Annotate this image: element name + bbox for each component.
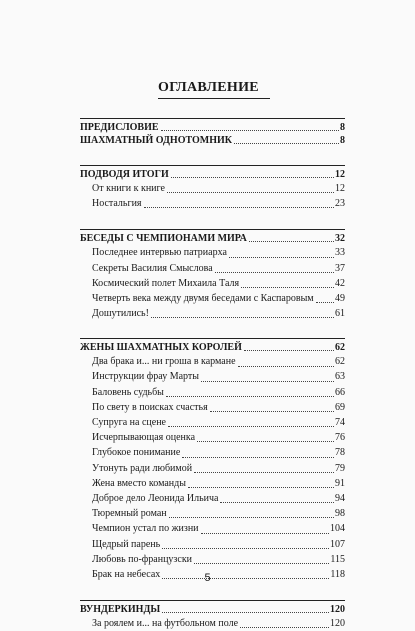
dot-leader — [234, 143, 339, 144]
toc-entry-title: Четверть века между двумя беседами с Каспаровым — [92, 292, 314, 304]
dot-leader — [182, 457, 334, 458]
table-of-contents — [80, 118, 345, 631]
toc-entry-page: 120 — [330, 618, 345, 630]
page-number: 5 — [204, 572, 211, 584]
toc-entry[interactable] — [80, 521, 345, 536]
toc-entry[interactable] — [80, 415, 345, 430]
toc-entry[interactable] — [80, 461, 345, 476]
dot-leader — [188, 487, 334, 488]
toc-entry-title: Брак на небесах — [92, 568, 161, 580]
toc-entry-page: 12 — [335, 182, 345, 194]
toc-entry-page: 91 — [335, 477, 345, 489]
toc-entry-page: 42 — [335, 277, 345, 289]
dot-leader — [241, 287, 334, 288]
toc-entry[interactable] — [80, 430, 345, 445]
toc-entry-page: 32 — [335, 233, 345, 245]
toc-entry-title: ПРЕДИСЛОВИЕ — [80, 122, 159, 133]
section-rule — [80, 118, 345, 119]
toc-entry-page: 37 — [335, 262, 345, 274]
toc-entry-page: 74 — [335, 417, 345, 429]
dot-leader — [220, 502, 334, 503]
toc-chapter[interactable] — [80, 134, 345, 147]
toc-entry-page: 8 — [340, 122, 345, 133]
dot-leader — [166, 396, 334, 397]
toc-entry-title: Космический полет Михаила Таля — [92, 277, 240, 289]
toc-entry-page: 8 — [340, 135, 345, 146]
toc-entry-title: Глубокое понимание — [92, 447, 181, 459]
toc-chapter[interactable] — [80, 121, 345, 134]
section-rule — [80, 600, 345, 601]
toc-entry[interactable] — [80, 400, 345, 415]
toc-entry-title: Чемпион устал по жизни — [92, 523, 199, 535]
toc-chapter[interactable] — [80, 168, 345, 181]
toc-entry[interactable] — [80, 196, 345, 211]
dot-leader — [240, 627, 329, 628]
title-underline — [158, 98, 270, 99]
toc-entry[interactable] — [80, 552, 345, 567]
toc-entry[interactable] — [80, 445, 345, 460]
dot-leader — [162, 612, 329, 613]
toc-entry-title: ВУНДЕРКИНДЫ — [80, 604, 161, 616]
toc-section — [80, 229, 345, 321]
dot-leader — [201, 533, 329, 534]
dot-leader — [249, 241, 334, 242]
toc-entry-title: Любовь по-французски — [92, 553, 193, 565]
toc-entry[interactable] — [80, 506, 345, 521]
toc-entry-title: Супруга на сцене — [92, 417, 166, 429]
dot-leader — [201, 381, 334, 382]
dot-leader — [238, 366, 334, 367]
toc-entry[interactable] — [80, 370, 345, 385]
toc-entry-title: Баловень судьбы — [92, 386, 164, 398]
toc-entry-page: 115 — [330, 553, 345, 565]
toc-entry-page: 61 — [335, 308, 345, 320]
toc-section — [80, 600, 345, 631]
dot-leader — [244, 350, 334, 351]
toc-entry-title: Утонуть ради любимой — [92, 462, 193, 474]
toc-entry-page: 120 — [330, 604, 345, 616]
dot-leader — [316, 302, 334, 303]
dot-leader — [194, 563, 329, 564]
dot-leader — [171, 177, 334, 178]
toc-entry[interactable] — [80, 276, 345, 291]
toc-entry-title: БЕСЕДЫ С ЧЕМПИОНАМИ МИРА — [80, 233, 247, 245]
toc-chapter[interactable] — [80, 603, 345, 616]
toc-entry-page: 94 — [335, 492, 345, 504]
toc-entry-title: Секреты Василия Смыслова — [92, 262, 213, 274]
dot-leader — [210, 411, 334, 412]
dot-leader — [168, 426, 334, 427]
toc-entry[interactable] — [80, 291, 345, 306]
toc-entry-page: 62 — [335, 356, 345, 368]
toc-chapter[interactable] — [80, 341, 345, 354]
toc-section — [80, 338, 345, 582]
toc-entry-title: Доброе дело Леонида Ильича — [92, 492, 219, 504]
toc-entry-page: 76 — [335, 432, 345, 444]
page-title: ОГЛАВЛЕНИЕ — [158, 80, 259, 95]
toc-entry[interactable] — [80, 616, 345, 631]
dot-leader — [144, 207, 334, 208]
toc-entry-title: Два брака и... ни гроша в кармане — [92, 356, 236, 368]
toc-entry-page: 49 — [335, 292, 345, 304]
toc-entry-page: 98 — [335, 508, 345, 520]
toc-entry-page: 62 — [335, 342, 345, 354]
toc-entry-page: 79 — [335, 462, 345, 474]
toc-entry-page: 12 — [335, 169, 345, 180]
toc-entry-title: Тюремный роман — [92, 508, 167, 520]
toc-entry-title: ПОДВОДЯ ИТОГИ — [80, 169, 169, 180]
toc-entry[interactable] — [80, 245, 345, 260]
toc-entry-page: 78 — [335, 447, 345, 459]
section-rule — [80, 229, 345, 230]
toc-entry-title: Исчерпывающая оценка — [92, 432, 196, 444]
toc-entry-title: Жена вместо команды — [92, 477, 186, 489]
toc-entry-page: 118 — [330, 568, 345, 580]
toc-entry[interactable] — [80, 261, 345, 276]
toc-entry-page: 104 — [330, 523, 345, 535]
dot-leader — [169, 517, 334, 518]
toc-entry-title: Ностальгия — [92, 198, 142, 210]
toc-entry-title: От книги к книге — [92, 182, 165, 194]
dot-leader — [215, 272, 334, 273]
toc-entry[interactable] — [80, 476, 345, 491]
toc-chapter[interactable] — [80, 232, 345, 245]
toc-entry-title: По свету в поисках счастья — [92, 401, 208, 413]
toc-entry[interactable] — [80, 537, 345, 552]
toc-entry-page: 23 — [335, 198, 345, 210]
section-rule — [80, 165, 345, 166]
toc-section — [80, 118, 345, 147]
toc-entry-title: Последнее интервью патриарха — [92, 247, 227, 259]
section-rule — [80, 338, 345, 339]
toc-entry-title: ШАХМАТНЫЙ ОДНОТОМНИК — [80, 135, 233, 146]
toc-entry-title: За роялем и... на футбольном поле — [92, 618, 239, 630]
dot-leader — [161, 130, 339, 131]
dot-leader — [229, 257, 334, 258]
toc-entry[interactable] — [80, 181, 345, 196]
toc-section — [80, 165, 345, 211]
toc-entry[interactable] — [80, 491, 345, 506]
toc-entry-title: ЖЕНЫ ШАХМАТНЫХ КОРОЛЕЙ — [80, 342, 242, 354]
toc-entry-title: Инструкции фрау Марты — [92, 371, 199, 383]
toc-entry-page: 63 — [335, 371, 345, 383]
dot-leader — [167, 192, 334, 193]
toc-entry-page: 66 — [335, 386, 345, 398]
toc-entry[interactable] — [80, 385, 345, 400]
toc-entry-page: 107 — [330, 538, 345, 550]
toc-entry[interactable] — [80, 354, 345, 369]
dot-leader — [151, 317, 334, 318]
toc-entry-title: Щедрый парень — [92, 538, 161, 550]
toc-entry-title: Дошутились! — [92, 308, 149, 320]
dot-leader — [162, 548, 329, 549]
toc-entry-page: 69 — [335, 401, 345, 413]
toc-entry-page: 33 — [335, 247, 345, 259]
toc-entry[interactable] — [80, 306, 345, 321]
dot-leader — [194, 472, 334, 473]
dot-leader — [197, 441, 334, 442]
